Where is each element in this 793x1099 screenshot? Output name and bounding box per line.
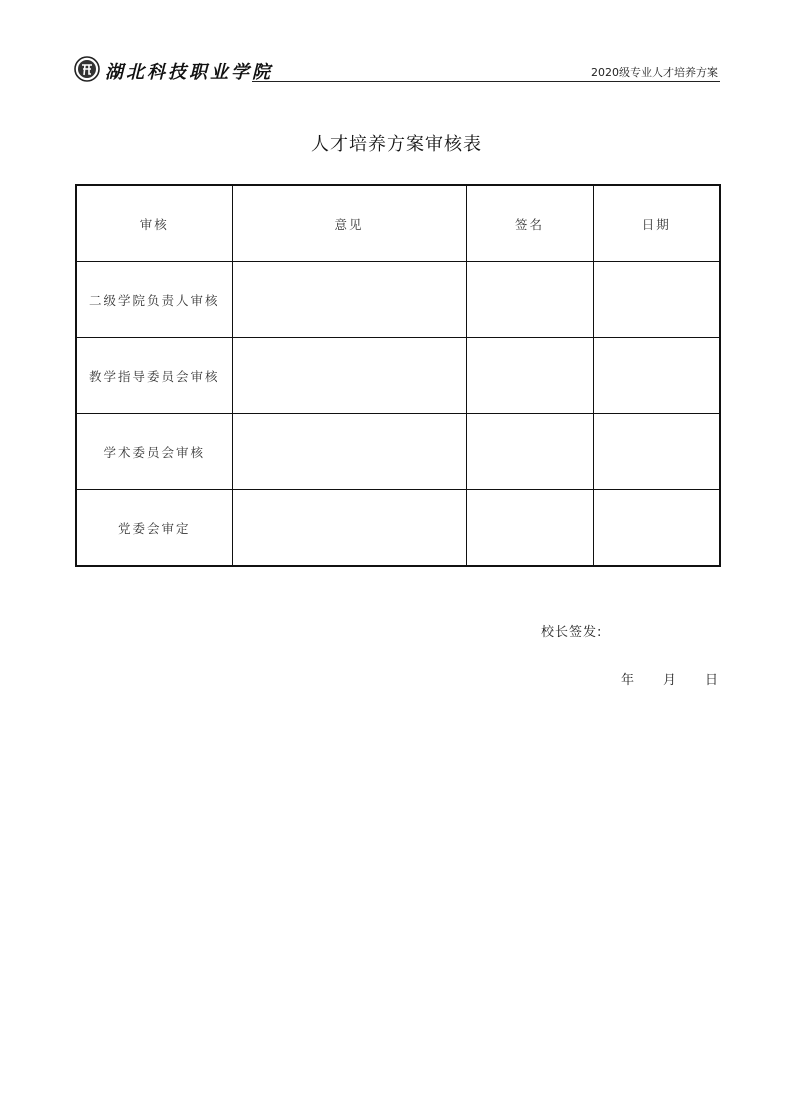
page-header xyxy=(74,56,720,84)
table-header-row xyxy=(76,185,720,262)
date-cell xyxy=(593,414,720,490)
opinion-cell xyxy=(232,490,466,567)
table-row xyxy=(76,414,720,490)
review-stage-label: 二级学院负责人审核 xyxy=(76,262,232,338)
review-stage-label: 教学指导委员会审核 xyxy=(76,338,232,414)
date-year-label: 年 xyxy=(621,673,635,688)
school-logo-icon xyxy=(74,56,100,82)
review-table xyxy=(75,184,721,567)
date-day-label: 日 xyxy=(705,673,719,688)
review-stage-label: 学术委员会审核 xyxy=(76,414,232,490)
date-cell xyxy=(593,262,720,338)
date-cell xyxy=(593,490,720,567)
table-row xyxy=(76,262,720,338)
table-row xyxy=(76,490,720,567)
signature-cell xyxy=(466,338,593,414)
column-header-opinion: 意见 xyxy=(232,185,466,262)
page-title: 人才培养方案审核表 xyxy=(311,134,482,155)
school-name: 湖北科技职业学院 xyxy=(105,62,273,83)
date-cell xyxy=(593,338,720,414)
president-sign-label: 校长签发: xyxy=(541,625,603,640)
header-divider xyxy=(252,81,720,82)
plan-label: 2020级专业人才培养方案 xyxy=(591,66,718,79)
date-month-label: 月 xyxy=(663,673,677,688)
column-header-signature: 签名 xyxy=(466,185,593,262)
signature-cell xyxy=(466,414,593,490)
opinion-cell xyxy=(232,338,466,414)
column-header-review: 审核 xyxy=(76,185,232,262)
review-stage-label: 党委会审定 xyxy=(76,490,232,567)
opinion-cell xyxy=(232,262,466,338)
signature-cell xyxy=(466,490,593,567)
column-header-date: 日期 xyxy=(593,185,720,262)
opinion-cell xyxy=(232,414,466,490)
signature-cell xyxy=(466,262,593,338)
table-row xyxy=(76,338,720,414)
